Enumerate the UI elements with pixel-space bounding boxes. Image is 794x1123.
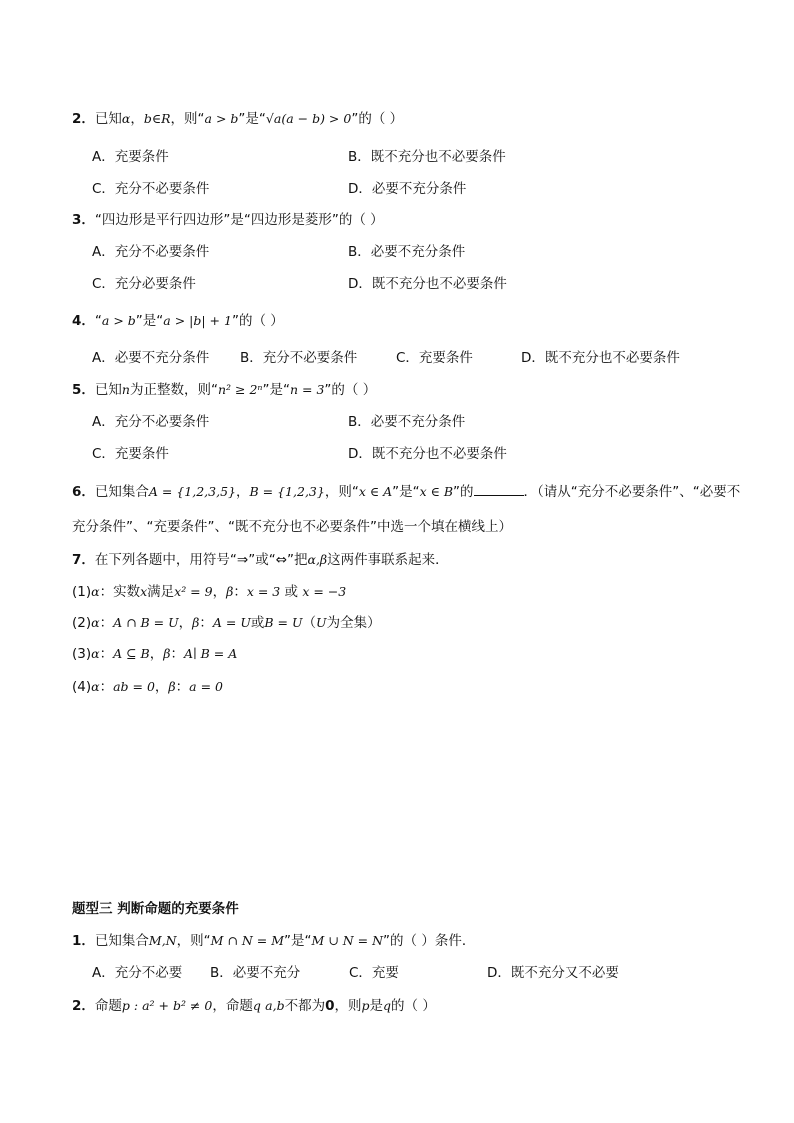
question-2 xyxy=(72,107,403,127)
math: α xyxy=(91,615,100,630)
math: A∣ B = A xyxy=(183,646,238,661)
text: 命题 xyxy=(94,998,122,1014)
math: A ∩ B = U xyxy=(113,615,179,630)
math: x xyxy=(140,584,148,599)
text: ”是“ xyxy=(284,933,312,949)
text: ： xyxy=(199,615,213,631)
math: β xyxy=(168,679,176,694)
math: x = 3 xyxy=(246,584,281,599)
question-number: 1． xyxy=(72,933,95,949)
question-7-item-2 xyxy=(72,611,381,631)
text: 这两件事联系起来． xyxy=(327,552,449,568)
text: ”的（ ）条件． xyxy=(383,933,476,949)
math: a,b xyxy=(265,998,285,1013)
math: B = U xyxy=(264,615,303,630)
question-number: 2． xyxy=(72,998,95,1014)
option-d: D．既不充分也不必要条件 xyxy=(521,350,680,366)
text: 已知 xyxy=(94,111,122,127)
text: ， xyxy=(130,111,144,127)
option-b: B．必要不充分 xyxy=(210,965,301,981)
question-5 xyxy=(72,378,376,398)
item-label: (4) xyxy=(72,679,92,695)
section3-question-2 xyxy=(72,994,436,1014)
text: ， xyxy=(236,484,250,500)
question-number: 6． xyxy=(72,484,95,500)
math: M ∩ N = M xyxy=(210,933,285,948)
option-a: A．充要条件 xyxy=(92,149,169,165)
text: ，则“ xyxy=(170,111,205,127)
option-d: D．既不充分又不必要 xyxy=(487,965,619,981)
math: α xyxy=(91,584,100,599)
text: 已知 xyxy=(94,382,122,398)
text: 为正整数，则“ xyxy=(129,382,218,398)
item-label: (3) xyxy=(72,646,92,662)
option-c: C．充要条件 xyxy=(92,446,169,462)
text: ”的 xyxy=(453,484,474,500)
text: 为全集） xyxy=(326,615,381,631)
text: ： xyxy=(99,615,114,631)
math: β xyxy=(192,615,200,630)
question-6-line-2: 充分条件”、“充要条件”、“既不充分也不必要条件”中选一个填在横线上） xyxy=(72,519,512,535)
section3-question-1 xyxy=(72,929,475,949)
question-number: 4． xyxy=(72,313,95,329)
question-7-item-1 xyxy=(72,580,346,600)
question-7-item-3 xyxy=(72,642,237,662)
option-d: D．既不充分也不必要条件 xyxy=(348,276,507,292)
text: ．（请从“充分不必要条件”、“必要不 xyxy=(523,484,741,500)
math: n² ≥ 2ⁿ xyxy=(217,382,263,397)
option-a: A．充分不必要 xyxy=(92,965,183,981)
math: p xyxy=(361,998,370,1013)
math: α xyxy=(91,679,100,694)
math: B = {1,2,3} xyxy=(249,484,325,499)
math: α xyxy=(91,646,100,661)
option-d: D．既不充分也不必要条件 xyxy=(348,446,507,462)
text: ”是“ xyxy=(238,111,266,127)
answer-blank[interactable] xyxy=(474,483,524,496)
text: “四边形是平行四边形”是“四边形是菱形”的（ ） xyxy=(94,212,384,228)
math: q xyxy=(383,998,392,1013)
question-3 xyxy=(72,208,384,228)
text: ，则 xyxy=(334,998,362,1014)
option-a: A．充分不必要条件 xyxy=(92,244,210,260)
text: ”是“ xyxy=(262,382,290,398)
text: ： xyxy=(233,584,247,600)
question-6 xyxy=(72,480,740,500)
math: β xyxy=(163,646,171,661)
math: √a(a − b) > 0 xyxy=(265,111,352,126)
math: p : a² + b² ≠ 0 xyxy=(121,998,213,1013)
option-c: C．充要 xyxy=(349,965,399,981)
math: U xyxy=(316,615,327,630)
text: ”的（ ） xyxy=(351,111,404,127)
math: a > b xyxy=(101,313,136,328)
text: 0 xyxy=(325,998,335,1014)
question-number: 5． xyxy=(72,382,95,398)
text: “ xyxy=(94,313,102,329)
math: n xyxy=(121,382,130,397)
math: n = 3 xyxy=(289,382,325,397)
option-c: C．充分必要条件 xyxy=(92,276,196,292)
math: b∈R xyxy=(143,111,171,126)
text: （ xyxy=(302,615,317,631)
text: ， xyxy=(154,679,169,695)
math: A = U xyxy=(212,615,251,630)
text: 已知集合 xyxy=(94,484,149,500)
math: A = {1,2,3,5} xyxy=(148,484,236,499)
math: M,N xyxy=(148,933,177,948)
option-b: B．必要不充分条件 xyxy=(348,414,466,430)
question-7-item-4 xyxy=(72,675,223,695)
text: 的（ ） xyxy=(391,998,436,1014)
math: x = −3 xyxy=(302,584,347,599)
question-number: 3． xyxy=(72,212,95,228)
text: ，则“ xyxy=(324,484,359,500)
text: ： xyxy=(99,679,114,695)
text: ”的（ ） xyxy=(324,382,377,398)
text: 或 xyxy=(250,615,265,631)
option-a: A．充分不必要条件 xyxy=(92,414,210,430)
math: α xyxy=(121,111,131,126)
text: ， xyxy=(212,584,227,600)
math: M ∪ N = N xyxy=(311,933,384,948)
math: ab = 0 xyxy=(113,679,155,694)
math: A ⊆ B xyxy=(113,646,150,661)
text: ： xyxy=(170,646,184,662)
text: ， xyxy=(149,646,164,662)
text: 在下列各题中，用符号“⇒”或“⇔”把 xyxy=(94,552,308,568)
math: x ∈ A xyxy=(358,484,393,499)
math: a = 0 xyxy=(189,679,223,694)
math: α,β xyxy=(307,552,328,567)
text: 不都为 xyxy=(284,998,326,1014)
text: ： xyxy=(99,646,114,662)
text: ，命题 xyxy=(212,998,253,1014)
math: x ∈ B xyxy=(419,484,454,499)
text: ”是“ xyxy=(392,484,420,500)
item-label: (2) xyxy=(72,615,92,631)
question-number: 2． xyxy=(72,111,95,127)
question-4 xyxy=(72,309,284,329)
option-c: C．充分不必要条件 xyxy=(92,181,210,197)
text: 或 xyxy=(284,584,299,600)
math: β xyxy=(226,584,234,599)
text: 是 xyxy=(369,998,384,1014)
option-b: B．必要不充分条件 xyxy=(348,244,466,260)
text: 满足 xyxy=(147,584,175,600)
math: a > |b| + 1 xyxy=(163,313,232,328)
section-heading: 题型三 判断命题的充要条件 xyxy=(72,901,239,917)
math: x² = 9 xyxy=(174,584,213,599)
text: ”的（ ） xyxy=(231,313,284,329)
text: 已知集合 xyxy=(94,933,149,949)
math: q xyxy=(252,998,261,1013)
item-label: (1) xyxy=(72,584,92,600)
option-a: A．必要不充分条件 xyxy=(92,350,210,366)
option-b: B．既不充分也不必要条件 xyxy=(348,149,506,165)
math: a > b xyxy=(204,111,239,126)
question-7 xyxy=(72,548,449,568)
question-number: 7． xyxy=(72,552,95,568)
option-c: C．充要条件 xyxy=(396,350,473,366)
text: ，则“ xyxy=(176,933,211,949)
text: ： xyxy=(175,679,190,695)
option-b: B．充分不必要条件 xyxy=(240,350,358,366)
option-d: D．必要不充分条件 xyxy=(348,181,467,197)
text: ：实数 xyxy=(99,584,141,600)
text: ”是“ xyxy=(135,313,164,329)
text: ， xyxy=(178,615,193,631)
